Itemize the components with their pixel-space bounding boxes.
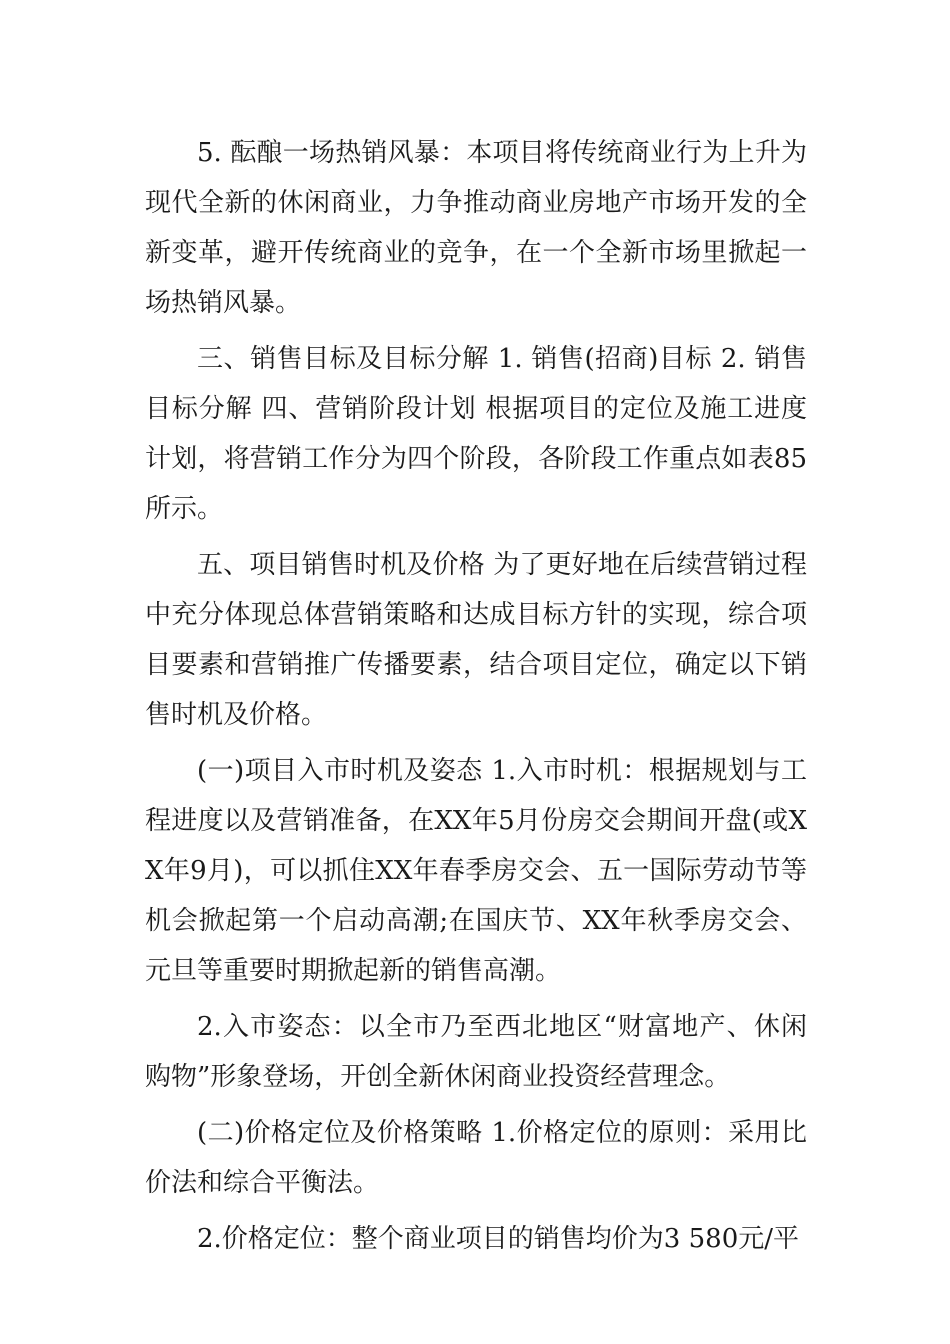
paragraph-average-price: 2.价格定位：整个商业项目的销售均价为3 580元/平 bbox=[197, 1224, 799, 1254]
paragraph-market-entry-stance: 2.入市姿态：以全市乃至西北地区“财富地产、休闲购物”形象登场，开创全新休闲商业投资经营理念。 bbox=[145, 1012, 807, 1092]
document-body bbox=[145, 128, 807, 1270]
paragraph-market-entry-timing: (一)项目入市时机及姿态 1.入市时机：根据规划与工程进度以及营销准备，在XX年5月份房交会期间开盘(或XX年9月)，可以抓住XX年春季房交会、五一国际劳动节等机会掀起第一个启动高潮;在国庆节、XX年秋季房交会、元旦等重要时期掀起新的销售高潮。 bbox=[145, 756, 807, 986]
paragraph-sales-timing-price: 五、项目销售时机及价格 为了更好地在后续营销过程中充分体现总体营销策略和达成目标方针的实现，综合项目要素和营销推广传播要素，结合项目定位，确定以下销售时机及价格。 bbox=[145, 550, 807, 730]
paragraph-sales-targets: 三、销售目标及目标分解 1. 销售(招商)目标 2. 销售目标分解 四、营销阶段计划 根据项目的定位及施工进度计划，将营销工作分为四个阶段，各阶段工作重点如表85所示。 bbox=[145, 344, 807, 524]
paragraph-hot-sales-storm: 5. 酝酿一场热销风暴：本项目将传统商业行为上升为现代全新的休闲商业，力争推动商业房地产市场开发的全新变革，避开传统商业的竞争，在一个全新市场里掀起一场热销风暴。 bbox=[145, 138, 807, 318]
paragraph-price-positioning: (二)价格定位及价格策略 1.价格定位的原则：采用比价法和综合平衡法。 bbox=[145, 1118, 807, 1198]
